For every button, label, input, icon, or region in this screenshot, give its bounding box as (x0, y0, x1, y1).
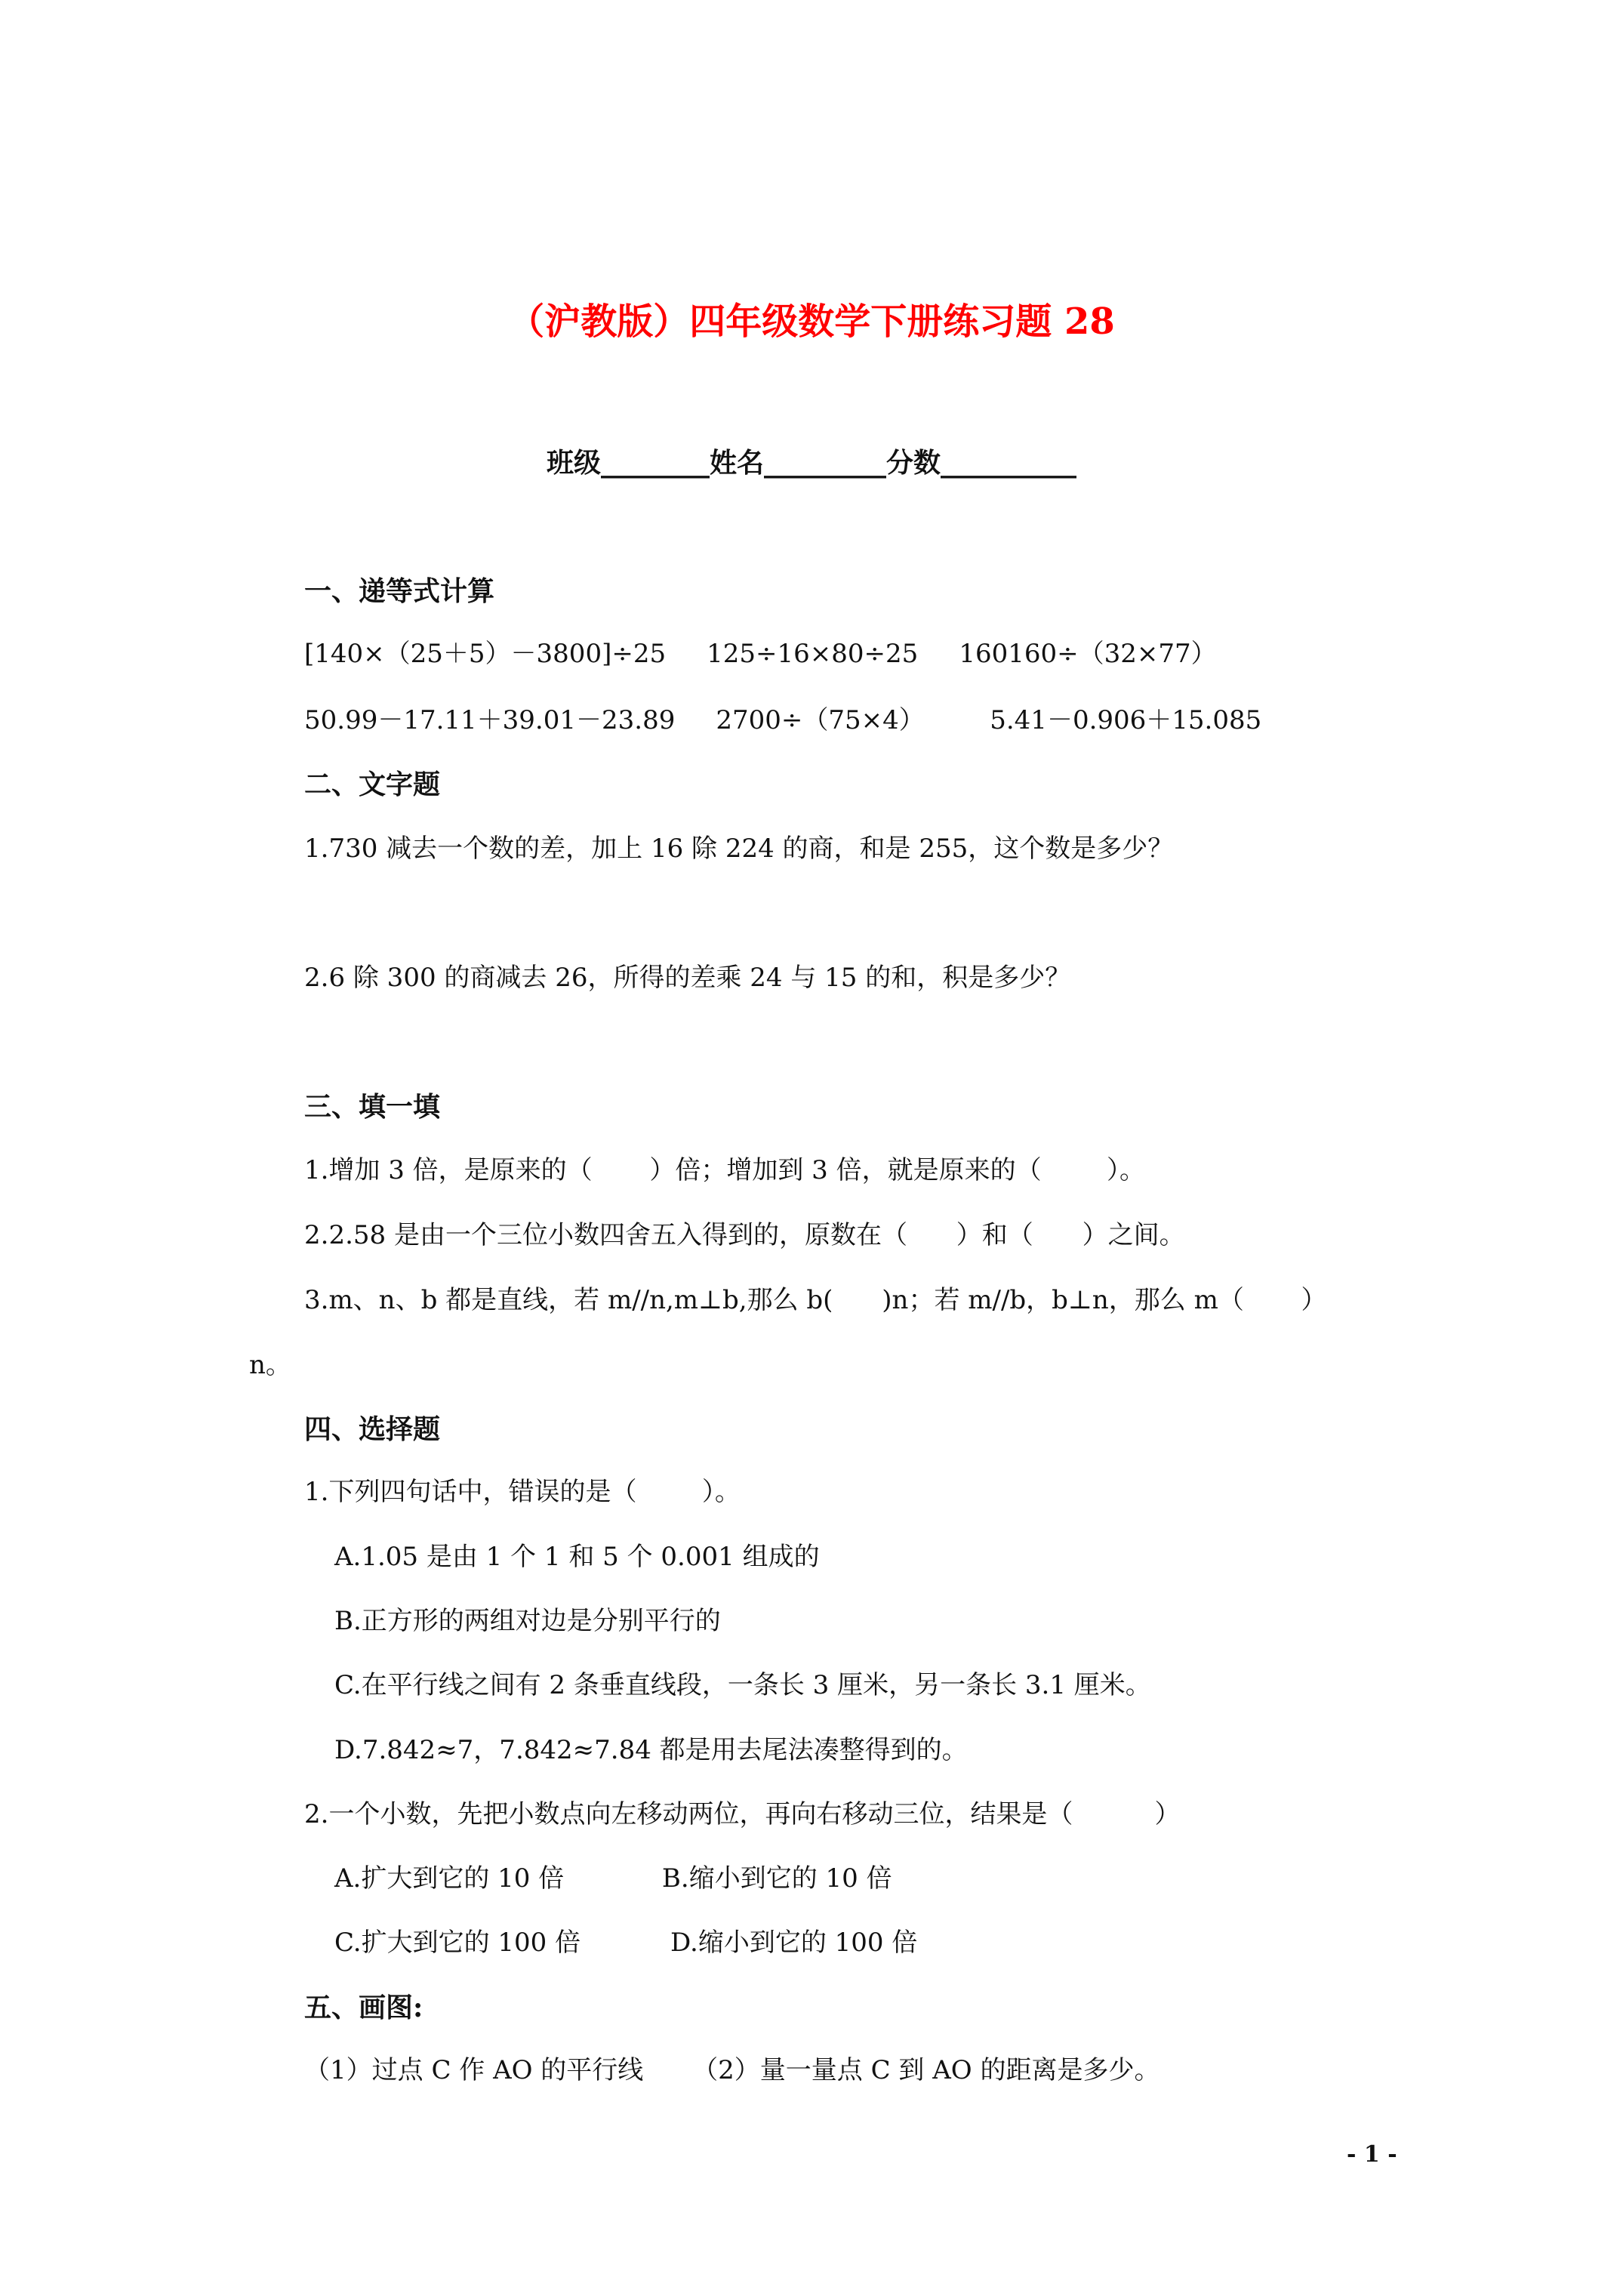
choice-1-option-a: A.1.05 是由 1 个 1 和 5 个 0.001 组成的 (334, 1542, 820, 1572)
section-heading-drawing: 五、画图: (304, 1992, 423, 2023)
word-problem-2: 2.6 除 300 的商减去 26，所得的差乘 24 与 15 的和，积是多少？ (304, 963, 1071, 993)
fill-in-2: 2.2.58 是由一个三位小数四舍五入得到的，原数在（ ）和（ ）之间。 (304, 1220, 1185, 1250)
section-heading-fill-in: 三、填一填 (304, 1091, 441, 1123)
choice-1-option-b: B.正方形的两组对边是分别平行的 (334, 1606, 721, 1636)
word-problem-1: 1.730 减去一个数的差，加上 16 除 224 的商，和是 255，这个数是多少？ (304, 834, 1174, 864)
calc-row-1: [140×（25＋5）－3800]÷25 125÷16×80÷25 160160÷（32×77） (304, 639, 1217, 669)
choice-1-option-d: D.7.842≈7，7.842≈7.84 都是用去尾法凑整得到的。 (334, 1735, 968, 1765)
drawing-question: （1）过点 C 作 AO 的平行线 （2）量一量点 C 到 AO 的距离是多少。 (304, 2055, 1160, 2085)
fill-in-3: 3.m、n、b 都是直线，若 m//n,m⊥b,那么 b( )n；若 m//b，b⊥n，那么 m（ ） (304, 1285, 1327, 1315)
section-heading-multiple-choice: 四、选择题 (304, 1413, 441, 1445)
choice-2-options-cd: C.扩大到它的 100 倍 D.缩小到它的 100 倍 (334, 1928, 918, 1958)
section-heading-calculation: 一、递等式计算 (304, 575, 495, 607)
choice-2-options-ab: A.扩大到它的 10 倍 B.缩小到它的 10 倍 (334, 1863, 892, 1894)
section-heading-word-problems: 二、文字题 (304, 769, 441, 800)
fill-in-3-continued: n。 (249, 1350, 291, 1380)
page-number: - 1 - (1347, 2141, 1397, 2168)
choice-1-option-c: C.在平行线之间有 2 条垂直线段，一条长 3 厘米，另一条长 3.1 厘米。 (334, 1670, 1151, 1700)
page-title: （沪教版）四年级数学下册练习题 28 (508, 300, 1115, 343)
calc-row-2: 50.99－17.11＋39.01－23.89 2700÷（75×4） 5.41－0.906＋15.085 (304, 705, 1262, 735)
choice-question-2: 2.一个小数，先把小数点向左移动两位，再向右移动三位，结果是（ ） (304, 1799, 1181, 1829)
student-info-line: 班级________姓名_________分数__________ (547, 447, 1076, 479)
choice-question-1: 1.下列四句话中，错误的是（ ）。 (304, 1477, 741, 1507)
fill-in-1: 1.增加 3 倍，是原来的（ ）倍；增加到 3 倍，就是原来的（ ）。 (304, 1155, 1146, 1185)
